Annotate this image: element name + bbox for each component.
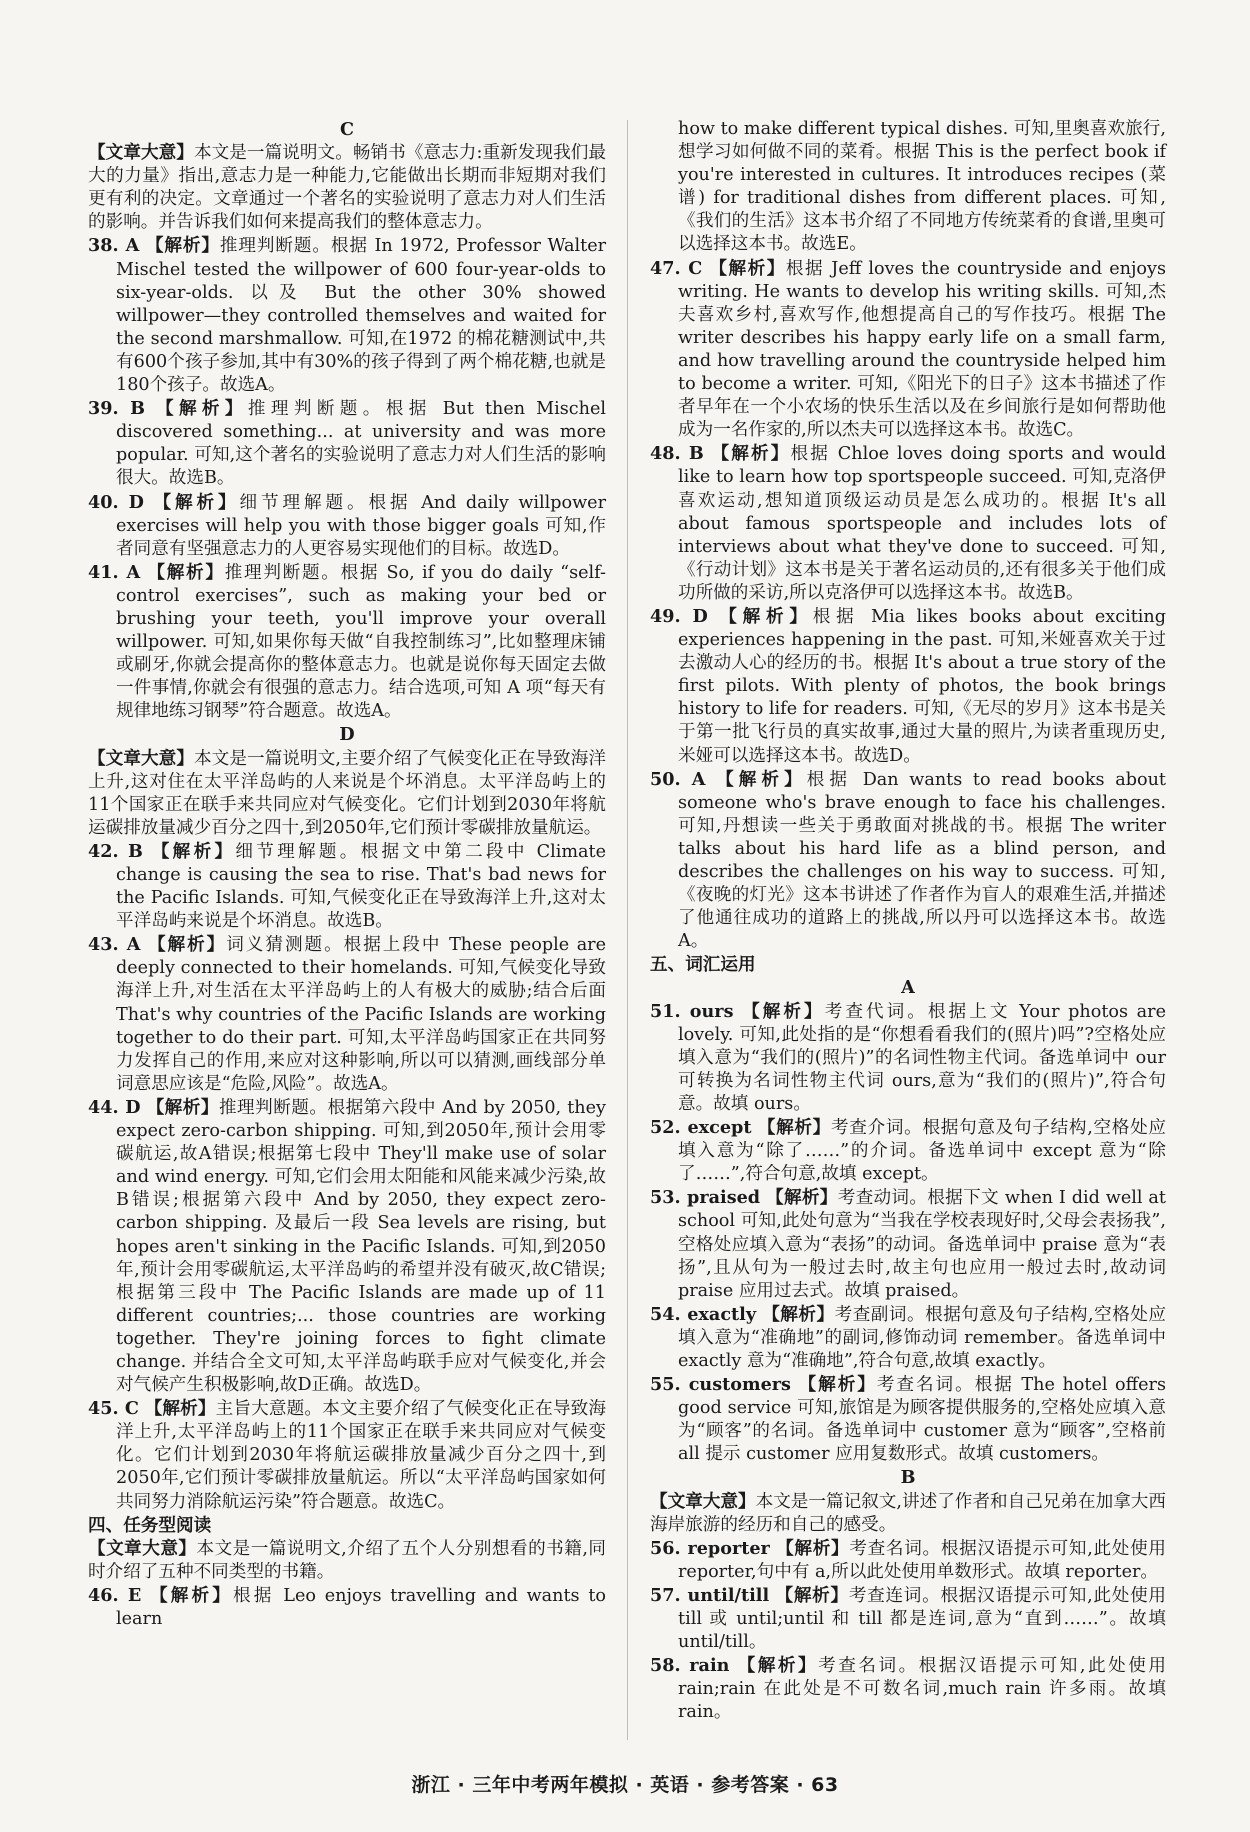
answer-item-58 (650, 1654, 1166, 1724)
left-column (88, 118, 606, 1631)
answer-text: 根据 Leo enjoys travelling and wants to learn (116, 1585, 606, 1629)
answer-item-40 (88, 491, 606, 561)
answer-item-44 (88, 1096, 606, 1397)
answer-item-56 (650, 1537, 1166, 1584)
summary-text: 本文是一篇说明文,介绍了五个人分别想看的书籍,同时介绍了五种不同类型的书籍。 (88, 1538, 606, 1582)
answer-item-51 (650, 1000, 1166, 1116)
answer-number: 40. D (88, 491, 144, 513)
answer-item-53 (650, 1186, 1166, 1302)
analysis-tag: 【解析】 (147, 934, 227, 956)
analysis-tag: 【解析】 (762, 1303, 835, 1325)
answer-number: 56. reporter (650, 1537, 770, 1559)
analysis-tag: 【解析】 (742, 1000, 825, 1022)
summary-tag: 【文章大意】 (88, 1537, 197, 1559)
answer-number: 41. A (88, 561, 141, 583)
right-column (650, 118, 1166, 1724)
summary-tag: 【文章大意】 (88, 747, 195, 769)
part-a-heading: A (901, 977, 915, 999)
analysis-tag: 【解析】 (757, 1117, 831, 1139)
answer-number: 38. A (88, 235, 140, 257)
analysis-tag: 【解析】 (798, 1374, 877, 1396)
answer-item-46-start (88, 1584, 606, 1631)
part-b-heading: B (900, 1467, 916, 1489)
summary-tag: 【文章大意】 (650, 1490, 756, 1512)
answer-number: 50. A (650, 768, 706, 790)
part-b-summary (650, 1490, 1166, 1537)
answer-item-45 (88, 1397, 606, 1513)
answer-text: 根据 Dan wants to read books about someone who's brave enough to face his challenges. 可知,丹想读一些关于勇敢面对挑战的书。根据 The writer talks about his hard life as a blind person, and describes the challenges on his way to success. 可知,《夜晚的灯光》这本书讲述了作者作为盲人的艰难生活,并描述了他通往成功的道路上的挑战,所以丹可以选择这本书。故选A。 (678, 769, 1166, 952)
answer-number: 57. until/till (650, 1584, 770, 1606)
answer-item-52 (650, 1116, 1166, 1186)
answer-number: 46. E (88, 1584, 142, 1606)
answer-text: 考查名词。根据汉语提示可知,此处使用 rain;rain 在此处是不可数名词,much rain 许多雨。故填 rain。 (678, 1656, 1166, 1723)
answer-text: 考查名词。根据 The hotel offers good service 可知,旅馆是为顾客提供服务的,空格处应填入意为“顾客”的名词。备选单词中 customer 意为“顾客”,空格前 all 提示 customer 应用复数形式。故填 customers。 (678, 1375, 1166, 1465)
summary-text: 本文是一篇说明文,主要介绍了气候变化正在导致海洋上升,这对住在太平洋岛屿的人来说是个坏消息。太平洋岛屿上的11个国家正在联手来共同应对气候变化。它们计划到2030年将航运碳排放量减少百分之四十,到2050年,它们预计零碳排放量航运。 (88, 748, 606, 838)
answer-text: 细节理解题。根据 And daily willpower exercises will help you with those bigger goals 可知,作者同意有坚强意志力的人更容易实现他们的目标。故选D。 (116, 492, 607, 559)
answer-text: 推理判断题。根据 But then Mischel discovered something... at university and was more popular. 可知,这个著名的实验说明了意志力对人们生活的影响很大。故选B。 (116, 399, 606, 489)
analysis-tag: 【解析】 (155, 398, 248, 420)
answer-text: 推理判断题。根据 So, if you do daily “self-control exercises”, such as making your bed or brushing your teeth, you'll improve your overall willpower. 可知,如果你每天做“自我控制练习”,比如整理床铺或刷牙,你就会提高你的整体意志力。也就是说你每天固定去做一件事情,你就会有很强的意志力。结合选项,可知 A 项“每天有规律地练习钢琴”符合题意。故选A。 (116, 562, 606, 722)
answer-number: 52. except (650, 1117, 752, 1139)
analysis-tag: 【解析】 (737, 1655, 819, 1677)
answer-number: 54. exactly (650, 1303, 757, 1325)
passage-c-heading: C (339, 119, 354, 140)
answer-text: 根据 Chloe loves doing sports and would like to learn how top sportspeople succeed. 可知,克洛伊喜欢运动,想知道顶级运动员是怎么成功的。根据 It's all about famous sportspeople and includes lots of interviews about what they've done to succeed. 可知,《行动计划》这本书是关于著名运动员的,还有很多关于他们成功所做的采访,所以克洛伊可以选择这本书。故选B。 (678, 444, 1166, 603)
answer-number: 47. C (650, 257, 703, 279)
answer-item-48 (650, 442, 1166, 605)
analysis-tag: 【解析】 (145, 235, 220, 257)
analysis-tag: 【解析】 (150, 1584, 234, 1606)
answer-number: 42. B (88, 840, 143, 862)
answer-text: 主旨大意题。本文主要介绍了气候变化正在导致海洋上升,太平洋岛屿上的11个国家正在联手来共同应对气候变化。它们计划到2030年将航运碳排放量减少百分之四十,到2050年,它们预计零碳排放量航运。所以“太平洋岛屿国家如何共同努力消除航运污染”符合题意。故选C。 (116, 1399, 606, 1512)
answer-number: 39. B (88, 398, 145, 420)
passage-c-summary (88, 141, 606, 234)
answer-text: 推理判断题。根据第六段中 And by 2050, they expect zero-carbon shipping. 可知,到2050年,预计会用零碳航运,故A错误;根据第七段中 They'll make use of solar and wind energy. 可知,它们会用太阳能和风能来减少污染,故B错误;根据第六段中 And by 2050, they expect zero-carbon shipping. 及最后一段 Sea levels are rising, but hopes aren't sinking in the Pacific Islands. 可知,到2050年,预计会用零碳航运,太平洋岛屿的希望并没有破灭,故C错误;根据第三段中 The Pacific Islands are made up of 11 different countries;... those countries are working together. They're joining forces to fight climate change. 并结合全文可知,太平洋岛屿联手应对气候变化,并会对气候产生积极影响,故D正确。故选D。 (116, 1097, 606, 1396)
answer-text: 词义猜测题。根据上段中 These people are deeply connected to their homelands. 可知,气候变化导致海洋上升,对生活在太平洋岛屿上的人有极大的威胁;结合后面 That's why countries of the Pacific Islands are working together to do their part. 可知,太平洋岛屿国家正在共同努力发挥自己的作用,来应对这种影响,所以可以猜测,画线部分单词意思应该是“危险,风险”。故选A。 (116, 935, 607, 1094)
answer-number: 45. C (88, 1398, 139, 1420)
answer-text: 考查副词。根据句意及句子结构,空格处应填入意为“准确地”的副词,修饰动词 remember。备选单词中 exactly 意为“准确地”,符合句意,故填 exactly。 (678, 1304, 1166, 1371)
answer-text: 考查动词。根据下文 when I did well at school 可知,此处句意为“当我在学校表现好时,父母会表扬我”,空格处应填入意为“表扬”的动词。备选单词中 praise 意为“表扬”,且从句为一般过去时,故主句也应用一般过去时,故动词 praise 应用过去式。故填 praised。 (678, 1188, 1166, 1301)
answer-text: 考查连词。根据汉语提示可知,此处使用 till 或 until;until 和 till 都是连词,意为“直到……”。故填 until/till。 (678, 1585, 1166, 1653)
answer-item-47 (650, 257, 1166, 443)
analysis-tag: 【解析】 (153, 491, 240, 513)
analysis-tag: 【解析】 (766, 1187, 838, 1209)
answer-number: 49. D (650, 605, 708, 627)
answer-text: 根据 Jeff loves the countryside and enjoys writing. He wants to develop his writing skills. 可知,杰夫喜欢乡村,喜欢写作,他想提高自己的写作技巧。根据 The writer describes his happy early life on a small farm, and how travelling around the countryside helped him to become a writer. 可知,《阳光下的日子》这本书描述了作者早年在一个小农场的快乐生活以及在乡间旅行是如何帮助他成为一名作家的,所以杰夫可以选择这本书。故选C。 (678, 258, 1166, 441)
analysis-tag: 【解析】 (775, 1584, 849, 1606)
analysis-tag: 【解析】 (146, 1096, 219, 1118)
passage-d-summary (88, 747, 606, 840)
answer-number: 51. ours (650, 1000, 734, 1022)
column-divider (627, 120, 628, 1740)
summary-text: 本文是一篇记叙文,讲述了作者和自己兄弟在加拿大西海岸旅游的经历和自己的感受。 (650, 1491, 1166, 1535)
section-4-heading: 四、任务型阅读 (88, 1514, 212, 1536)
answer-item-43 (88, 933, 606, 1096)
answer-number: 55. customers (650, 1374, 791, 1396)
answer-item-38 (88, 234, 606, 397)
answer-item-54 (650, 1303, 1166, 1373)
answer-item-41 (88, 561, 606, 724)
analysis-tag: 【解析】 (716, 768, 807, 790)
section-5-heading: 五、词汇运用 (650, 954, 756, 976)
answer-text: 推理判断题。根据 In 1972, Professor Walter Mischel tested the willpower of 600 four-year-olds to six-year-olds. 以及 But the other 30% showed willpower—they controlled themselves and waited for the second marshmallow. 可知,在1972 的棉花糖测试中,共有600个孩子参加,其中有30%的孩子得到了两个棉花糖,也就是180个孩子。故选A。 (116, 236, 607, 396)
analysis-tag: 【解析】 (147, 561, 225, 583)
page-footer: 浙江 · 三年中考两年模拟 · 英语 · 参考答案 · 63 (411, 1774, 839, 1796)
answer-text: 根据 Mia likes books about exciting experiences happening in the past. 可知,米娅喜欢关于过去激动人心的经历的书。根据 It's about a true story of the first pilots. With plenty of photos, the book brings history to life for readers. 可知,《无尽的岁月》这本书是关于第一批飞行员的真实故事,通过大量的照片,为读者重现历史,米娅可以选择这本书。故选D。 (678, 606, 1167, 766)
answer-number: 58. rain (650, 1655, 730, 1677)
answer-number: 53. praised (650, 1187, 761, 1209)
analysis-tag: 【解析】 (144, 1398, 216, 1420)
answer-text: 考查代词。根据上文 Your photos are lovely. 可知,此处指的是“你想看看我们的(照片)吗”?空格处应填入意为“我们的(照片)”的名词性物主代词。备选单词中 our 可转换为名词性物主代词 ours,意为“我们的(照片)”,符合句意。故填 ours。 (678, 1001, 1166, 1114)
answer-item-42 (88, 840, 606, 933)
analysis-tag: 【解析】 (151, 840, 236, 862)
answer-text: 考查名词。根据汉语提示可知,此处使用 reporter,句中有 a,所以此处使用单数形式。故填 reporter。 (678, 1538, 1167, 1582)
analysis-tag: 【解析】 (719, 605, 813, 627)
section-4-summary (88, 1537, 606, 1584)
summary-text: 本文是一篇说明文。畅销书《意志力:重新发现我们最大的力量》指出,意志力是一种能力,它能做出长期而非短期对我们更有利的决定。文章通过一个著名的实验说明了意志力对人们生活的影响。并告诉我们如何来提高我们的整体意志力。 (88, 143, 606, 233)
summary-tag: 【文章大意】 (88, 142, 194, 164)
answer-item-55 (650, 1373, 1166, 1466)
answer-text: 考查介词。根据句意及句子结构,空格处应填入意为“除了……”的介词。备选单词中 except 意为“除了……”,符合句意,故填 except。 (678, 1118, 1166, 1185)
answer-number: 44. D (88, 1096, 141, 1118)
answer-item-39 (88, 397, 606, 490)
passage-d-heading: D (339, 724, 355, 746)
answer-text: 细节理解题。根据文中第二段中 Climate change is causing the sea to rise. That's bad news for the Pacific Islands. 可知,气候变化正在导致海洋上升,这对太平洋岛屿来说是个坏消息。故选B。 (116, 841, 606, 932)
answer-item-46-continued: how to make different typical dishes. 可知,里奥喜欢旅行,想学习如何做不同的菜肴。根据 This is the perfect book if you're interested in cultures. It introduces recipes (菜谱) for traditional dishes from different places. 可知,《我们的生活》这本书介绍了不同地方传统菜肴的食谱,里奥可以选择这本书。故选E。 (678, 119, 1166, 255)
analysis-tag: 【解析】 (776, 1537, 850, 1559)
answer-item-50 (650, 768, 1166, 954)
answer-item-49 (650, 605, 1166, 768)
answer-item-57 (650, 1584, 1166, 1654)
analysis-tag: 【解析】 (709, 257, 786, 279)
analysis-tag: 【解析】 (711, 443, 791, 465)
answer-number: 48. B (650, 443, 704, 465)
answer-number: 43. A (88, 934, 141, 956)
